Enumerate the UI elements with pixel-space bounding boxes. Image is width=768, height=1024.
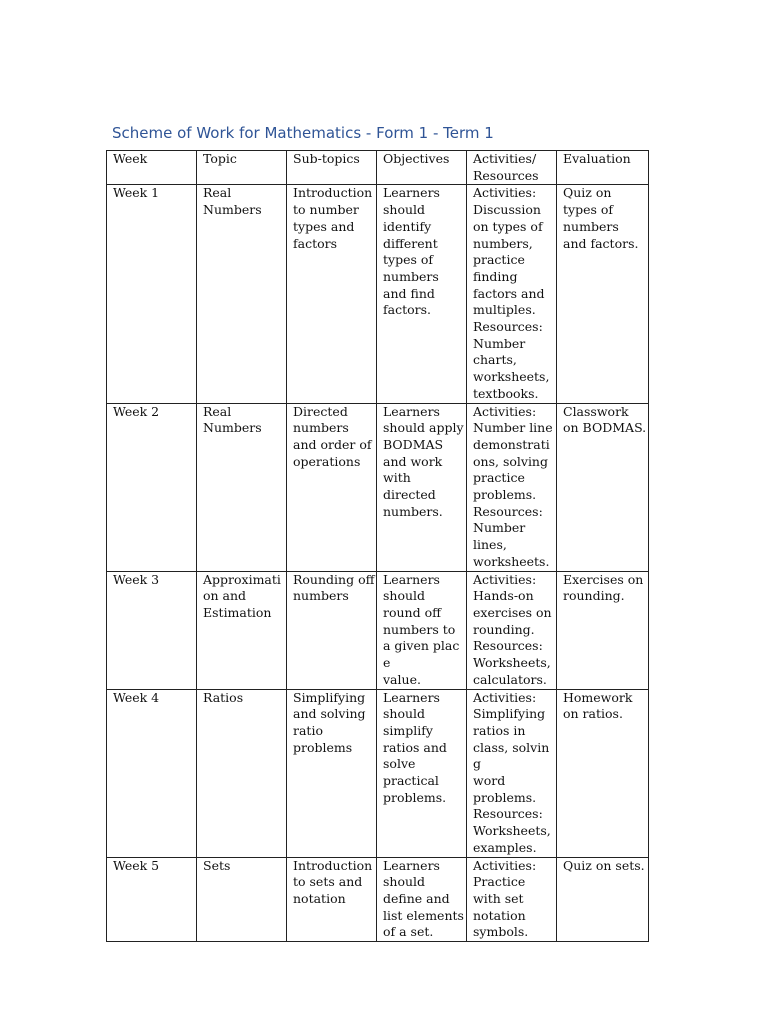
- table-row: [107, 689, 649, 857]
- cell-topic: Real Numbers: [197, 403, 287, 571]
- cell-topic: Approximati on and Estimation: [197, 571, 287, 689]
- cell-objectives: Learners should identify different types of numbers and find factors.: [377, 185, 467, 403]
- cell-topic: Ratios: [197, 689, 287, 857]
- cell-week: Week 1: [107, 185, 197, 403]
- header-topic: Topic: [197, 151, 287, 185]
- page-title: Scheme of Work for Mathematics - Form 1 - Term 1: [112, 124, 494, 142]
- cell-objectives: Learners should apply BODMAS and work with directed numbers.: [377, 403, 467, 571]
- header-week: Week: [107, 151, 197, 185]
- cell-week: Week 3: [107, 571, 197, 689]
- table-header-row: [107, 151, 649, 185]
- table-row: [107, 571, 649, 689]
- cell-week: Week 4: [107, 689, 197, 857]
- cell-week: Week 5: [107, 857, 197, 942]
- cell-evaluation: Quiz on types of numbers and factors.: [557, 185, 649, 403]
- scheme-of-work-table: [106, 150, 649, 942]
- table-row: [107, 857, 649, 942]
- cell-activities-resources: Activities: Practice with set notation symbols.: [467, 857, 557, 942]
- cell-sub-topics: Introduction to sets and notation: [287, 857, 377, 942]
- cell-objectives: Learners should round off numbers to a given place value.: [377, 571, 467, 689]
- cell-evaluation: Classwork on BODMAS.: [557, 403, 649, 571]
- cell-activities-resources: Activities: Discussion on types of numbers, practice finding factors and multiples. Resources: Number charts, worksheets, textbooks.: [467, 185, 557, 403]
- cell-objectives: Learners should define and list elements of a set.: [377, 857, 467, 942]
- header-objectives: Objectives: [377, 151, 467, 185]
- cell-topic: Real Numbers: [197, 185, 287, 403]
- cell-activities-resources: Activities: Number line demonstrati ons, solving practice problems. Resources: Number lines, worksheets.: [467, 403, 557, 571]
- cell-sub-topics: Rounding off numbers: [287, 571, 377, 689]
- table-row: [107, 185, 649, 403]
- cell-activities-resources: Activities: Simplifying ratios in class, solving word problems. Resources: Worksheets, examples.: [467, 689, 557, 857]
- cell-sub-topics: Simplifying and solving ratio problems: [287, 689, 377, 857]
- header-evaluation: Evaluation: [557, 151, 649, 185]
- cell-evaluation: Quiz on sets.: [557, 857, 649, 942]
- table-row: [107, 403, 649, 571]
- cell-activities-resources: Activities: Hands-on exercises on rounding. Resources: Worksheets, calculators.: [467, 571, 557, 689]
- cell-evaluation: Exercises on rounding.: [557, 571, 649, 689]
- cell-topic: Sets: [197, 857, 287, 942]
- cell-evaluation: Homework on ratios.: [557, 689, 649, 857]
- cell-week: Week 2: [107, 403, 197, 571]
- cell-sub-topics: Introduction to number types and factors: [287, 185, 377, 403]
- header-sub-topics: Sub-topics: [287, 151, 377, 185]
- header-activities-resources: Activities/ Resources: [467, 151, 557, 185]
- cell-sub-topics: Directed numbers and order of operations: [287, 403, 377, 571]
- cell-objectives: Learners should simplify ratios and solve practical problems.: [377, 689, 467, 857]
